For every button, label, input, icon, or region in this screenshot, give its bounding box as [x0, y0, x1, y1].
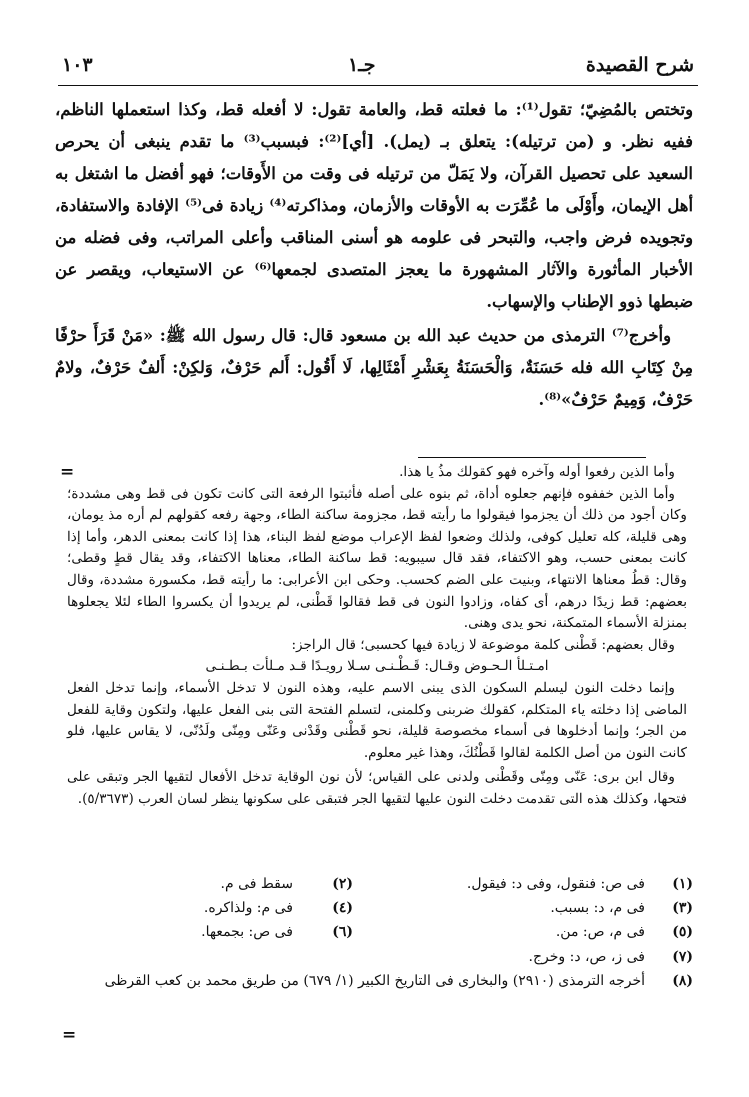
- footnote-number: (٢): [332, 876, 353, 892]
- note-paragraph: وقال ابن برى: عَنّى ومِنّى وقَطْنى ولدنى على القياس؛ لأن نون الوقاية تدخل الأفعال لتقيها الجر وتبقى على فتحها، وكذلك هذه التى تقدمت دخلت النون عليها لتقيها الجر فتبقى على سكونها ينظر لسان العرب (٥/٣٦٧٣).: [67, 769, 687, 807]
- note-paragraph: وأما الذين رفعوا أوله وآخره فهو كقولك مذُ يا هذا.: [399, 464, 675, 480]
- footnote-row: [53, 945, 693, 969]
- main-paragraph: وتختص بالمُضِيّ؛ تقول⁽¹⁾: ما فعلته قط، والعامة تقول: لا أفعله قط، وكذا استعملها الناظم، ففيه نظر. و (من ترتيله): يتعلق بـ (يمل). [أي]⁽²⁾: فبسبب⁽³⁾ ما تقدم ينبغى أن يحرص السعيد على تحصيل القرآن، ولا يَمَلّ من ترتيله فى وقت من الأَوقات؛ فهو أفضل ما اشتغل به أهل الإيمان، وأَوْلَى ما عُمِّرَت به الأوقات والأزمان، ومذاكرته⁽⁴⁾ زيادة فى⁽⁵⁾ الإفادة والاستفادة، وتجويده فرض واجب، والتبحر فى علومه هو أسنى المناقب وأعلى المراتب، وفى فضله من الأخبار المأثورة والآثار المشهورة ما يعجز المتصدى لجمعها⁽⁶⁾ عن الاستيعاب، ويقصر عن ضبطها ذوو الإطناب والإسهاب.: [55, 100, 694, 311]
- footnote-row: [53, 969, 693, 993]
- footnote-row: [53, 920, 693, 944]
- footnotes: [53, 872, 693, 993]
- main-text: [55, 94, 693, 416]
- footnote-text: فى ص: فنقول، وفى د: فيقول.: [466, 876, 645, 892]
- running-header: [62, 54, 694, 84]
- footnote-text: سقط فى م.: [220, 876, 293, 892]
- note-paragraph: وقال بعضهم: قَطْنى كلمة موضوعة لا زيادة فيها كحسبى؛ قال الراجز:: [291, 636, 675, 653]
- header-rule: [58, 85, 698, 86]
- footnote-text: فى م، ص: من.: [555, 924, 645, 941]
- footnote-number: (٨): [672, 972, 693, 989]
- footnote-text: فى م: ولذاكره.: [203, 900, 293, 917]
- continuation-mark-bottom: =: [62, 1025, 77, 1045]
- footnote-number: (٣): [672, 900, 693, 917]
- footnote-row: [53, 872, 693, 896]
- poetry-verse: امـتـلأ الـحـوض وقـال: قَـطْـنـى سـلا رويـدًا قـد مـلأت بـطـنـى: [205, 658, 549, 675]
- footnote-text: فى ص: بجمعها.: [201, 924, 293, 941]
- footnote-number: (٤): [332, 900, 353, 917]
- footnote-text: فى م، د: بسبب.: [550, 900, 645, 917]
- running-title: شرح القصيدة: [585, 54, 694, 76]
- footnote-text: فى ز، ص، د: وخرج.: [528, 948, 645, 965]
- hadith-paragraph: وأخرج⁽⁷⁾ الترمذى من حديث عبد الله بن مسعود قال: قال رسول الله ﷺ: «مَنْ قَرَأَ حرْفًا مِنْ كِتَابِ الله فله حَسَنَةٌ، وَالْحَسَنَةُ بِعَشْرِ أَمْثَالِها، لَا أَقُول: أَلم حَرْفٌ، وَلكِنْ: أَلفٌ حَرْفٌ، ولامٌ حَرْفٌ، وَمِيمٌ حَرْفٌ»⁽⁸⁾.: [55, 326, 693, 409]
- footnote-number: (٧): [672, 948, 693, 965]
- page-number: ١٠٣: [62, 54, 93, 76]
- footnote-number: (٥): [672, 924, 693, 941]
- footnote-number: (٦): [332, 924, 353, 941]
- footnote-separator: [418, 457, 646, 458]
- continuation-mark-top: =: [60, 462, 75, 482]
- footnote-row: [53, 896, 693, 920]
- note-paragraph: وأما الذين خففوه فإنهم جعلوه أداة، ثم بنوه على أصله فأثبتوا الرفعة التى كانت تكون فى قط وهى مشددة؛ وكان أجود من ذلك أن يجزموا فيقولوا ما رأيته قط، مجزومة ساكنة الطاء، وجهة رفعه كقولهم لم أره مذ يومان، وهى قليلة، كله تعليل كوفى، ولذلك وضعوا لفظ الإعراب موضع لفظ البناء، هذا إذا كانت بمعنى الدهر، وأما إذا كانت بمعنى حسب، وهو الاكتفاء، فقد قال سيبويه: قط ساكنة الطاء، معناها الاكتفاء، وقد يقال قطٍ وقطى؛ وقال: قطُ معناها الانتهاء، وبنيت على الضم كحسب. وحكى ابن الأعرابى: ما رأيته قط، مكسورة مشددة، وقال بعضهم: قط زيدًا درهم، أى كفاه، وزادوا النون فى قط فقالوا قَطْنى، لم يريدوا أن يكسروا الطاء لئلا يجعلوها بمنزلة الأسماء المتمكنة، نحو يدى وهنى.: [67, 485, 687, 632]
- note-paragraph: وإنما دخلت النون ليسلم السكون الذى يبنى الاسم عليه، وهذه النون لا تدخل الأسماء، وإنما تدخل الفعل الماضى إذا دخلته ياء المتكلم، كقولك ضربنى وكلمنى، لتسلم الفتحة التى بنى الفعل عليها، ولتكون وقاية للفعل من الجر؛ وإنما أدخلوها فى أسماء مخصوصة قليلة، نحو قَطْنى وقَدْنى وعَنّى ومِنّى ولَدُنّى، لا يقاس عليها، فلو كانت النون من أصل الكلمة لقالوا قَطْنُكَ، وهذا غير معلوم.: [67, 679, 687, 761]
- volume-label: جـ١: [348, 54, 376, 76]
- continued-note: [67, 462, 687, 811]
- footnote-number: (١): [672, 876, 693, 892]
- footnote-text: أخرجه الترمذى (٢٩١٠) والبخارى فى التاريخ الكبير (١/ ٦٧٩) من طريق محمد بن كعب القرظى: [104, 972, 645, 989]
